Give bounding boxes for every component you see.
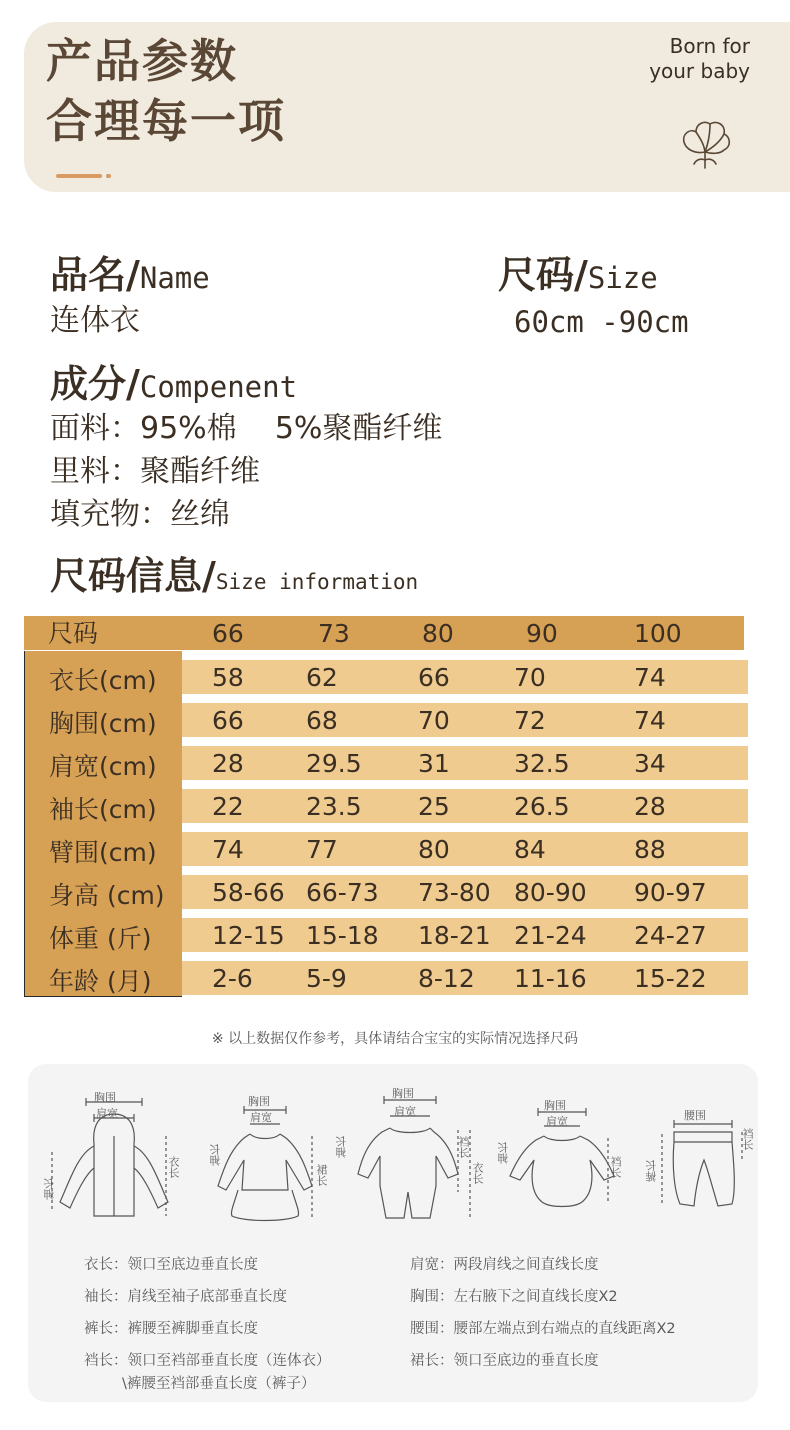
fig4-right: 裆长 — [609, 1156, 622, 1178]
header-cell: 73 — [318, 618, 350, 648]
fig1-top2: 肩宽 — [96, 1107, 118, 1120]
hero-tagline — [649, 34, 750, 84]
row-label: 衣长(cm) — [49, 666, 157, 695]
def-chest: 胸围：左右腋下之间直线长度X2 — [410, 1289, 618, 1305]
table-cell: 32.5 — [514, 748, 570, 778]
table-cell: 11-16 — [514, 963, 587, 993]
size-value: 60cm -90cm — [514, 305, 689, 339]
row-label: 体重 (斤) — [49, 924, 152, 953]
size-note: ※ 以上数据仅作参考，具体请结合宝宝的实际情况选择尺码 — [211, 1031, 579, 1047]
tagline-line2: your baby — [649, 59, 750, 83]
table-label-column — [24, 651, 182, 997]
table-cell: 5-9 — [306, 963, 347, 993]
header-cell: 66 — [212, 618, 244, 648]
table-cell: 68 — [306, 705, 338, 735]
table-cell: 22 — [212, 791, 244, 821]
cotton-flower-icon — [674, 116, 736, 178]
table-cell: 58-66 — [212, 877, 285, 907]
filling-value: 填充物：丝绵 — [50, 497, 230, 532]
table-row — [182, 918, 748, 952]
table-cell: 26.5 — [514, 791, 570, 821]
table-cell: 15-18 — [306, 920, 379, 950]
component-label-zh: 成分/ — [50, 362, 140, 406]
size-label-zh: 尺码/ — [498, 253, 588, 297]
table-cell: 66 — [418, 662, 450, 692]
header-cell: 90 — [526, 618, 558, 648]
fig1-top1: 胸围 — [94, 1091, 116, 1104]
table-cell: 73-80 — [418, 877, 491, 907]
table-cell: 58 — [212, 662, 244, 692]
def-crotch-length: 裆长：领口至裆部垂直长度（连体衣） — [84, 1353, 331, 1369]
table-cell: 88 — [634, 834, 666, 864]
component-label-en: Compenent — [139, 370, 298, 404]
fig3-right1: 衣长 — [471, 1162, 484, 1184]
fig5-right: 裆长 — [741, 1128, 754, 1150]
fig5-left: 裤长 — [645, 1160, 658, 1182]
lining-value: 里料：聚酯纤维 — [50, 454, 260, 489]
accent-dot — [106, 174, 111, 178]
size-info-label-en: Size information — [215, 570, 419, 594]
table-cell: 90-97 — [634, 877, 707, 907]
name-heading — [50, 253, 210, 297]
table-row — [182, 961, 748, 995]
fig4-top2: 肩宽 — [546, 1115, 568, 1128]
header-cell: 100 — [634, 618, 682, 648]
table-cell: 80 — [418, 834, 450, 864]
table-cell: 25 — [418, 791, 450, 821]
table-cell: 84 — [514, 834, 546, 864]
size-label-en: Size — [587, 261, 658, 295]
header-cell-size: 尺码 — [48, 618, 99, 648]
fig1-left: 袖长 — [43, 1178, 56, 1200]
table-cell: 2-6 — [212, 963, 253, 993]
size-info-label-zh: 尺码信息/ — [50, 554, 216, 598]
table-cell: 74 — [634, 705, 666, 735]
figure-romper — [332, 1086, 482, 1236]
table-cell: 8-12 — [418, 963, 475, 993]
table-cell: 80-90 — [514, 877, 587, 907]
size-heading — [498, 253, 658, 297]
fig3-top2: 肩宽 — [394, 1105, 416, 1118]
table-cell: 74 — [212, 834, 244, 864]
table-row — [182, 746, 748, 780]
table-cell: 74 — [634, 662, 666, 692]
table-cell: 28 — [212, 748, 244, 778]
row-label: 臂围(cm) — [49, 838, 157, 867]
hero-title-line1: 产品参数 — [46, 34, 238, 88]
table-cell: 18-21 — [418, 920, 491, 950]
table-row — [182, 703, 748, 737]
table-cell: 29.5 — [306, 748, 362, 778]
tagline-line1: Born for — [669, 34, 750, 58]
table-cell: 31 — [418, 748, 450, 778]
fig1-right: 衣长 — [167, 1156, 180, 1178]
table-cell: 21-24 — [514, 920, 587, 950]
hero-title-line2: 合理每一项 — [46, 94, 286, 148]
table-cell: 66-73 — [306, 877, 379, 907]
fig2-left: 袖长 — [209, 1144, 222, 1166]
table-row — [182, 875, 748, 909]
header-cell: 80 — [422, 618, 454, 648]
table-cell: 70 — [514, 662, 546, 692]
table-cell: 34 — [634, 748, 666, 778]
fig4-top1: 胸围 — [544, 1099, 566, 1112]
def-garment-length: 衣长：领口至底边垂直长度 — [84, 1257, 258, 1273]
name-label-en: Name — [139, 261, 210, 295]
hero-banner — [24, 22, 790, 192]
fig3-right2: 裆长 — [457, 1136, 470, 1158]
def-skirt-length: 裙长：领口至底边的垂直长度 — [410, 1353, 599, 1369]
fig2-top2: 肩宽 — [250, 1111, 272, 1124]
table-cell: 15-22 — [634, 963, 707, 993]
def-pants-length: 裤长：裤腰至裤脚垂直长度 — [84, 1321, 258, 1337]
def-sleeve-length: 袖长：肩线至袖子底部垂直长度 — [84, 1289, 287, 1305]
table-cell: 77 — [306, 834, 338, 864]
table-cell: 72 — [514, 705, 546, 735]
fig3-top1: 胸围 — [392, 1087, 414, 1100]
def-waist: 腰围：腰部左端点到右端点的直线距离X2 — [410, 1321, 676, 1337]
fig5-top1: 腰围 — [684, 1109, 706, 1122]
name-label-zh: 品名/ — [50, 253, 140, 297]
def-shoulder-width: 肩宽：两段肩线之间直线长度 — [410, 1257, 599, 1273]
def-crotch-length-pants: \裤腰至裆部垂直长度（裤子） — [122, 1376, 316, 1392]
table-row — [182, 660, 748, 694]
table-cell: 23.5 — [306, 791, 362, 821]
fig2-top1: 胸围 — [248, 1095, 270, 1108]
figure-dress — [200, 1094, 330, 1234]
table-cell: 24-27 — [634, 920, 707, 950]
row-label: 胸围(cm) — [49, 709, 157, 738]
size-info-heading — [50, 554, 419, 598]
figure-bodysuit — [490, 1098, 630, 1218]
accent-line — [56, 174, 102, 178]
table-cell: 28 — [634, 791, 666, 821]
row-label: 袖长(cm) — [49, 795, 157, 824]
row-label: 肩宽(cm) — [49, 752, 157, 781]
measurement-guide — [28, 1064, 758, 1402]
figure-jacket — [38, 1084, 178, 1234]
table-cell: 12-15 — [212, 920, 285, 950]
table-cell: 62 — [306, 662, 338, 692]
row-label: 身高 (cm) — [49, 881, 165, 910]
table-header-row — [24, 616, 744, 650]
fig4-left: 袖长 — [497, 1142, 510, 1164]
table-row — [182, 789, 748, 823]
fabric-value: 面料：95%棉 5%聚酯纤维 — [50, 411, 443, 446]
name-value: 连体衣 — [50, 303, 140, 338]
fig3-left: 袖长 — [335, 1136, 348, 1158]
component-heading — [50, 362, 298, 406]
table-cell: 66 — [212, 705, 244, 735]
figure-pants — [638, 1106, 756, 1226]
fig2-right: 裙长 — [315, 1164, 328, 1186]
row-label: 年龄 (月) — [49, 967, 152, 996]
table-row — [182, 832, 748, 866]
table-cell: 70 — [418, 705, 450, 735]
